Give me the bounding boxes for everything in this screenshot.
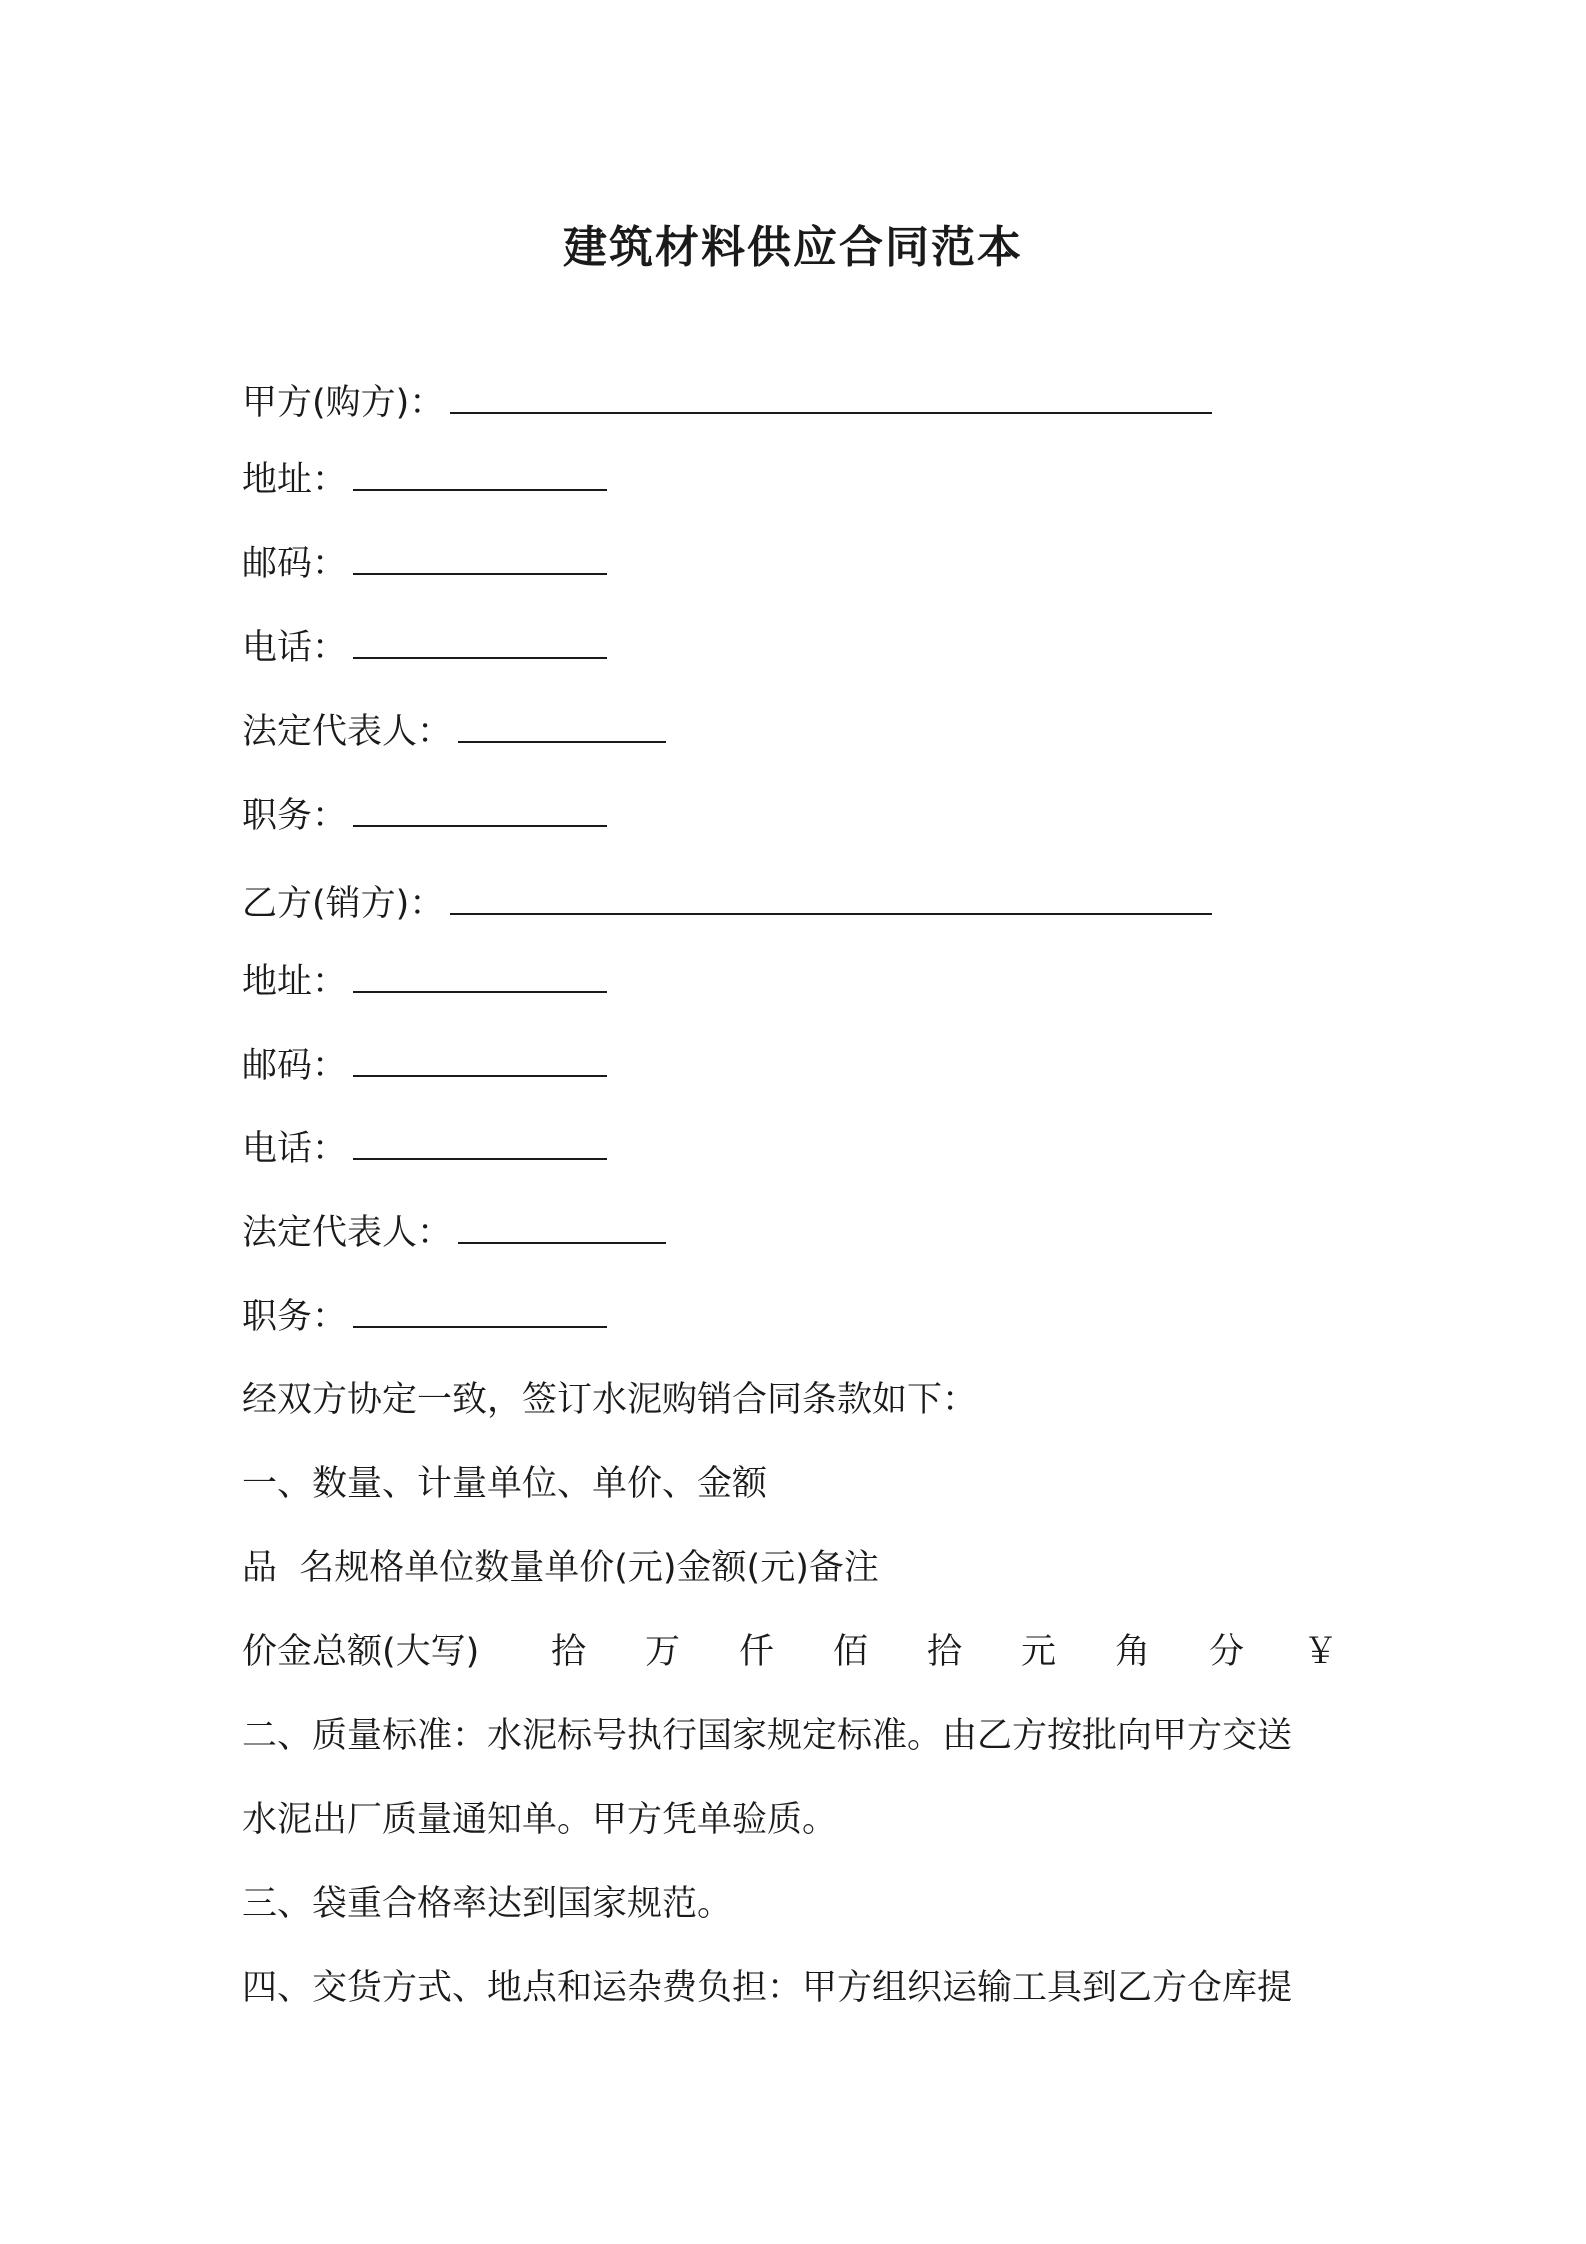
party-a-position-line: [242, 791, 607, 840]
party-a-representative-label: 法定代表人：: [242, 712, 453, 752]
unit-shi-2: 拾: [927, 1632, 963, 1672]
unit-wan: 万: [645, 1632, 681, 1672]
clause-1-title: 一、数量、计量单位、单价、金额: [242, 1464, 768, 1504]
party-b-phone-blank: [353, 1124, 607, 1160]
total-amount-line: [242, 1628, 1342, 1676]
total-amount-label: 价金总额(大写): [242, 1632, 480, 1672]
unit-qian: 仟: [739, 1632, 775, 1672]
party-b-position-label: 职务：: [242, 1297, 348, 1337]
clause-2-line-1: 二、质量标准：水泥标号执行国家规定标准。由乙方按批向甲方交送: [242, 1716, 1293, 1756]
unit-bai: 佰: [833, 1632, 869, 1672]
party-a-phone-blank: [353, 623, 607, 659]
party-a-postcode-blank: [353, 539, 607, 575]
party-a-postcode-label: 邮码：: [242, 544, 348, 584]
party-b-postcode-line: [242, 1041, 607, 1090]
party-a-phone-label: 电话：: [242, 628, 348, 668]
goods-table-header: 品 名规格单位数量单价(元)金额(元)备注: [242, 1548, 879, 1588]
party-b-position-blank: [353, 1292, 607, 1328]
party-b-name-blank: [450, 879, 1212, 915]
unit-fen: 分: [1209, 1632, 1245, 1672]
party-a-name-label: 甲方(购方)：: [242, 383, 445, 423]
party-b-representative-label: 法定代表人：: [242, 1213, 453, 1253]
party-a-postcode-line: [242, 539, 607, 588]
party-a-address-blank: [353, 455, 607, 491]
clause-4-line-1: 四、交货方式、地点和运杂费负担：甲方组织运输工具到乙方仓库提: [242, 1968, 1293, 2008]
currency-symbol: ￥: [1303, 1632, 1339, 1672]
clause-3: 三、袋重合格率达到国家规范。: [242, 1884, 733, 1924]
party-a-name-line: [242, 378, 1212, 427]
party-b-postcode-label: 邮码：: [242, 1046, 348, 1086]
document-title: 建筑材料供应合同范本: [563, 222, 1023, 273]
clause-2-line-2: 水泥出厂质量通知单。甲方凭单验质。: [242, 1800, 838, 1840]
party-a-representative-line: [242, 707, 666, 756]
party-b-postcode-blank: [353, 1041, 607, 1077]
party-b-representative-blank: [458, 1208, 666, 1244]
party-b-phone-line: [242, 1124, 607, 1173]
party-a-representative-blank: [458, 707, 666, 743]
party-b-address-label: 地址：: [242, 962, 348, 1002]
unit-shi-1: 拾: [551, 1632, 587, 1672]
party-b-phone-label: 电话：: [242, 1129, 348, 1169]
party-b-representative-line: [242, 1208, 666, 1257]
party-b-name-label: 乙方(销方)：: [242, 884, 445, 924]
party-a-address-line: [242, 455, 607, 504]
party-a-name-blank: [450, 378, 1212, 414]
party-b-address-line: [242, 957, 607, 1006]
unit-jiao: 角: [1115, 1632, 1151, 1672]
party-a-position-blank: [353, 791, 607, 827]
party-a-position-label: 职务：: [242, 796, 348, 836]
party-a-address-label: 地址：: [242, 460, 348, 500]
party-b-position-line: [242, 1292, 607, 1341]
unit-yuan: 元: [1021, 1632, 1057, 1672]
party-a-phone-line: [242, 623, 607, 672]
party-b-name-line: [242, 879, 1212, 928]
party-b-address-blank: [353, 957, 607, 993]
contract-intro: 经双方协定一致，签订水泥购销合同条款如下：: [242, 1380, 978, 1420]
